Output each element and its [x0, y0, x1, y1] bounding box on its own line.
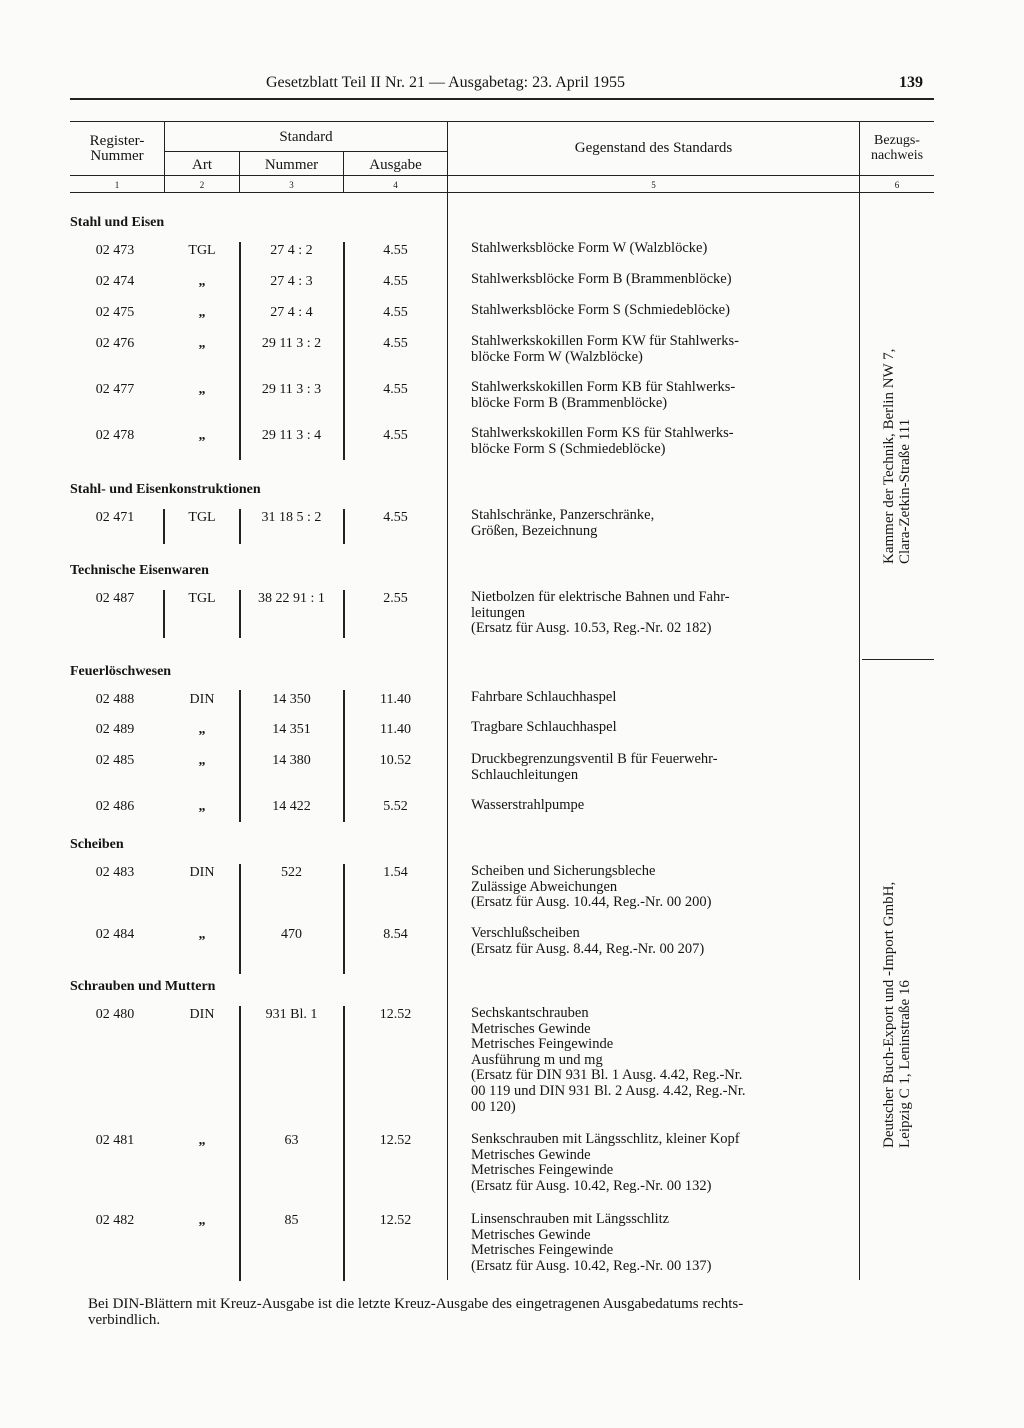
cell-nummer: 27 4 : 2	[270, 243, 313, 258]
cell-desc-line: blöcke Form W (Walzblöcke)	[471, 348, 643, 365]
cell-register: 02 486	[95, 799, 135, 814]
cell-ausgabe: 2.55	[383, 591, 408, 606]
cell-art: „	[198, 1133, 206, 1148]
cell-art: „	[198, 927, 206, 942]
cell-desc-line: Metrisches Gewinde	[471, 1226, 591, 1243]
cell-register: 02 478	[95, 428, 135, 443]
cell-ausgabe: 10.52	[379, 753, 412, 768]
cell-ausgabe: 4.55	[383, 336, 408, 351]
cell-desc-line: Ausführung m und mg	[471, 1051, 603, 1068]
cell-register: 02 484	[95, 927, 135, 942]
cell-desc-line: 00 119 und DIN 931 Bl. 2 Ausg. 4.42, Reg.-Nr.	[471, 1082, 746, 1099]
cell-ausgabe: 12.52	[379, 1007, 412, 1022]
cell-nummer: 522	[281, 865, 302, 880]
cell-register: 02 474	[95, 274, 135, 289]
cell-desc-line: Stahlschränke, Panzerschränke,	[471, 507, 655, 523]
cell-desc-line: Nietbolzen für elektrische Bahnen und Fahr-	[471, 589, 730, 605]
section-title: Schrauben und Muttern	[70, 979, 216, 994]
col-number-4: 4	[393, 180, 398, 190]
cell-register: 02 476	[95, 336, 135, 351]
cell-register: 02 480	[95, 1007, 135, 1022]
cell-art: DIN	[189, 1007, 215, 1022]
cell-art: „	[198, 753, 206, 768]
section-title: Technische Eisenwaren	[70, 563, 209, 578]
cell-desc-line: Druckbegrenzungsventil B für Feuerwehr-	[471, 751, 718, 767]
cell-art: DIN	[189, 865, 215, 880]
cell-nummer: 14 350	[272, 692, 311, 707]
cell-desc-line: Scheiben und Sicherungsbleche	[471, 863, 656, 879]
cell-nummer: 14 380	[272, 753, 311, 768]
cell-desc-line: Fahrbare Schlauchhaspel	[471, 689, 617, 705]
cell-desc-line: blöcke Form S (Schmiedeblöcke)	[471, 440, 666, 457]
footnote-line: verbindlich.	[88, 1312, 161, 1328]
cell-ausgabe: 11.40	[380, 692, 411, 707]
cell-ausgabe: 12.52	[379, 1213, 412, 1228]
cell-art: „	[198, 305, 206, 320]
cell-ausgabe: 12.52	[379, 1133, 412, 1148]
cell-ausgabe: 4.55	[383, 305, 408, 320]
cell-desc-line: 00 120)	[471, 1098, 516, 1115]
section-title: Stahl- und Eisenkonstruktionen	[70, 482, 261, 497]
cell-ausgabe: 8.54	[383, 927, 408, 942]
column-divider-desc	[447, 192, 448, 1280]
cell-nummer: 85	[284, 1213, 299, 1228]
col-nummer-header: Nummer	[264, 157, 319, 173]
col-number-1: 1	[114, 180, 120, 190]
cell-art: „	[198, 382, 206, 397]
cell-register: 02 489	[95, 722, 135, 737]
cell-art: TGL	[188, 591, 216, 606]
col-number-6: 6	[894, 180, 900, 190]
cell-desc-line: Stahlwerksblöcke Form S (Schmiedeblöcke)	[471, 302, 730, 318]
col-number-2: 2	[199, 180, 205, 190]
cell-desc-line: Stahlwerksblöcke Form W (Walzblöcke)	[471, 240, 708, 256]
section-title: Scheiben	[70, 837, 124, 852]
col-bezug-header: Bezugs- nachweis	[870, 133, 924, 163]
col-number-5: 5	[651, 180, 656, 190]
col-gegenstand-header: Gegenstand des Standards	[574, 140, 733, 156]
page-number: 139	[899, 74, 923, 91]
cell-desc-line: Schlauchleitungen	[471, 766, 579, 783]
cell-register: 02 475	[95, 305, 135, 320]
cell-register: 02 477	[95, 382, 135, 397]
footnote-line: Bei DIN-Blättern mit Kreuz-Ausgabe ist die letzte Kreuz-Ausgabe des eingetragenen Ausgabedatums rechts-	[88, 1296, 744, 1312]
cell-nummer: 27 4 : 3	[270, 274, 313, 289]
cell-desc-line: Metrisches Feingewinde	[471, 1162, 614, 1179]
cell-nummer: 27 4 : 4	[270, 305, 313, 320]
cell-nummer: 29 11 3 : 4	[261, 428, 322, 443]
cell-register: 02 487	[95, 591, 135, 606]
cell-nummer: 63	[284, 1133, 299, 1148]
cell-desc-line: (Ersatz für Ausg. 10.53, Reg.-Nr. 02 182)	[471, 620, 712, 637]
cell-desc-line: Sechskantschrauben	[471, 1005, 589, 1021]
section-title: Feuerlöschwesen	[70, 664, 172, 679]
cell-art: „	[198, 274, 206, 289]
cell-nummer: 38 22 91 : 1	[258, 591, 325, 606]
cell-desc-line: Stahlwerkskokillen Form KW für Stahlwerks-	[471, 333, 739, 349]
cell-nummer: 29 11 3 : 3	[261, 382, 322, 397]
cell-desc-line: Metrisches Gewinde	[471, 1146, 591, 1163]
cell-desc-line: Metrisches Feingewinde	[471, 1242, 614, 1259]
cell-nummer: 14 422	[272, 799, 311, 814]
cell-desc-line: Stahlwerkskokillen Form KS für Stahlwerks-	[471, 425, 734, 441]
cell-desc-line: Wasserstrahlpumpe	[471, 797, 585, 813]
cell-desc-line: (Ersatz für Ausg. 10.42, Reg.-Nr. 00 137)	[471, 1257, 712, 1274]
cell-nummer: 29 11 3 : 2	[261, 336, 322, 351]
cell-desc-line: Stahlwerksblöcke Form B (Brammenblöcke)	[471, 271, 732, 287]
bezug-divider	[862, 659, 934, 660]
cell-art: „	[198, 428, 206, 443]
cell-desc-line: (Ersatz für Ausg. 10.44, Reg.-Nr. 00 200)	[471, 894, 712, 911]
cell-ausgabe: 4.55	[383, 382, 408, 397]
cell-desc-line: Tragbare Schlauchhaspel	[471, 719, 617, 735]
cell-ausgabe: 4.55	[383, 428, 408, 443]
cell-desc-line: Verschlußscheiben	[471, 925, 580, 941]
cell-art: „	[198, 799, 206, 814]
cell-ausgabe: 4.55	[383, 510, 408, 525]
col-ausgabe-header: Ausgabe	[369, 157, 422, 173]
cell-art: „	[198, 336, 206, 351]
cell-art: TGL	[188, 243, 216, 258]
cell-register: 02 482	[95, 1213, 135, 1228]
cell-art: TGL	[188, 510, 216, 525]
cell-ausgabe: 5.52	[383, 799, 408, 814]
page-header-title: Gesetzblatt Teil II Nr. 21 — Ausgabetag: 23. April 1955	[266, 74, 625, 91]
cell-desc-line: blöcke Form B (Brammenblöcke)	[471, 394, 668, 411]
cell-ausgabe: 4.55	[383, 243, 408, 258]
cell-desc-line: (Ersatz für Ausg. 8.44, Reg.-Nr. 00 207)	[471, 940, 705, 957]
cell-register: 02 488	[95, 692, 135, 707]
col-number-3: 3	[289, 180, 294, 190]
cell-register: 02 483	[95, 865, 135, 880]
cell-ausgabe: 1.54	[383, 865, 408, 880]
header-rule	[70, 98, 934, 100]
cell-desc-line: leitungen	[471, 604, 525, 621]
footnote	[88, 1296, 743, 1328]
cell-desc-line: Stahlwerkskokillen Form KB für Stahlwerks-	[471, 379, 736, 395]
col-standard-header: Standard	[279, 129, 333, 145]
cell-desc-line: (Ersatz für DIN 931 Bl. 1 Ausg. 4.42, Reg.-Nr.	[471, 1067, 743, 1084]
column-divider-bezug	[859, 192, 860, 1280]
cell-desc-line: Größen, Bezeichnung	[471, 522, 598, 539]
cell-nummer: 14 351	[272, 722, 311, 737]
cell-nummer: 470	[281, 927, 302, 942]
col-register-header: Register- Nummer	[89, 133, 145, 164]
cell-ausgabe: 11.40	[380, 722, 411, 737]
cell-desc-line: Linsenschrauben mit Längsschlitz	[471, 1211, 670, 1227]
cell-art: DIN	[189, 692, 215, 707]
cell-nummer: 931 Bl. 1	[265, 1007, 318, 1022]
cell-register: 02 481	[95, 1133, 135, 1148]
section-title: Stahl und Eisen	[70, 215, 165, 230]
cell-art: „	[198, 722, 206, 737]
cell-nummer: 31 18 5 : 2	[261, 510, 322, 525]
cell-ausgabe: 4.55	[383, 274, 408, 289]
cell-desc-line: (Ersatz für Ausg. 10.42, Reg.-Nr. 00 132)	[471, 1177, 712, 1194]
cell-desc-line: Senkschrauben mit Längsschlitz, kleiner Kopf	[471, 1131, 740, 1147]
col-art-header: Art	[192, 157, 212, 173]
cell-register: 02 473	[95, 243, 135, 258]
cell-art: „	[198, 1213, 206, 1228]
cell-desc-line: Metrisches Gewinde	[471, 1020, 591, 1037]
cell-register: 02 485	[95, 753, 135, 768]
bezug-buchexport: Deutscher Buch-Export und -Import GmbH, Leipzig C 1, Leninstraße 16	[881, 881, 913, 1148]
cell-desc-line: Zulässige Abweichungen	[471, 878, 618, 895]
bezug-kammer: Kammer der Technik, Berlin NW 7, Clara-Zetkin-Straße 111	[881, 348, 913, 564]
cell-register: 02 471	[95, 510, 135, 525]
cell-desc-line: Metrisches Feingewinde	[471, 1036, 614, 1053]
